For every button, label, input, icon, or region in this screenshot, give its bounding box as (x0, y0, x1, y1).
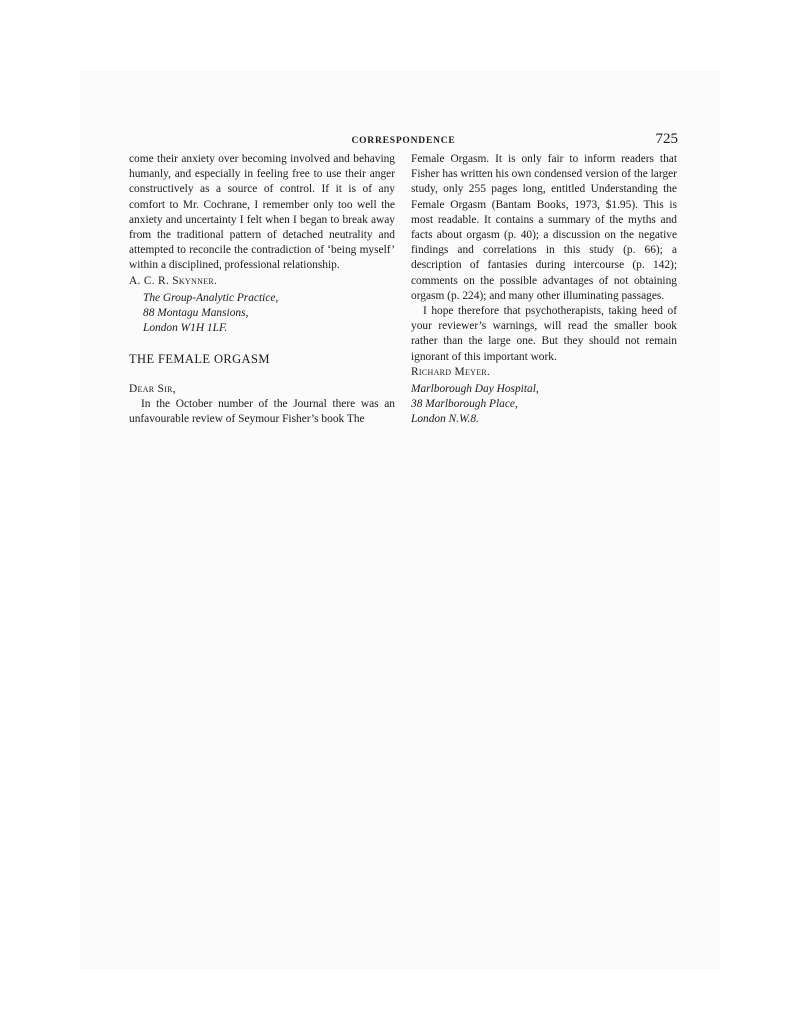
meyer-signature: Richard Meyer. (411, 365, 491, 378)
salutation: Dear Sir, (129, 382, 176, 395)
running-head: CORRESPONDENCE (351, 136, 456, 146)
address-line: Marlborough Day Hospital, (411, 383, 539, 396)
meyer-letter-paragraph-1: Female Orgasm. It is only fair to inform readers that Fisher has written his own condensed version of the larger study, only 255 pages long, entitled Understanding the Female Orgasm (Bantam Books, 1973, $1.95). This is most readable. It contains a summary of the myths and facts about orgasm (p. 40); a discussion on the negative findings and correlations in this study (p. 66); a description of fantasies during intercourse (p. 142); comments on the possible advantages of not obtaining orgasm (p. 224); and many other illuminating passages. (411, 153, 677, 302)
address-line: 88 Montagu Mansions, (143, 307, 249, 320)
skynner-signature: A. C. R. Skynner. (129, 274, 218, 287)
page-number: 725 (655, 131, 678, 147)
address-line: London N.W.8. (411, 413, 479, 426)
address-line: London W1H 1LF. (143, 322, 228, 335)
section-title: THE FEMALE ORGASM (129, 352, 270, 367)
meyer-letter-paragraph-2: I hope therefore that psychotherapists, taking heed of your reviewer’s warnings, will read the smaller book rather than the large one. But they should not remain ignorant of this important work. (411, 305, 677, 363)
right-column (411, 152, 677, 428)
left-column (129, 152, 395, 427)
meyer-letter-start: In the October number of the Journal there was an unfavourable review of Seymour Fisher’s book The (129, 397, 395, 426)
skynner-address (143, 291, 395, 337)
page-header (129, 131, 678, 152)
skynner-letter-ending: come their anxiety over becoming involved and behaving humanly, and especially in feeling free to use their anger constructively as a source of control. If it is of any comfort to Mr. Cochrane, I remember only too well the anxiety and uncertainty I felt when I began to break away from the traditional pattern of detached neutrality and attempted to reconcile the contradiction of ‘being myself’ within a disciplined, professional relationship. (129, 153, 395, 272)
address-line: 38 Marlborough Place, (411, 398, 518, 411)
address-line: The Group-Analytic Practice, (143, 291, 279, 304)
meyer-address (411, 382, 677, 428)
